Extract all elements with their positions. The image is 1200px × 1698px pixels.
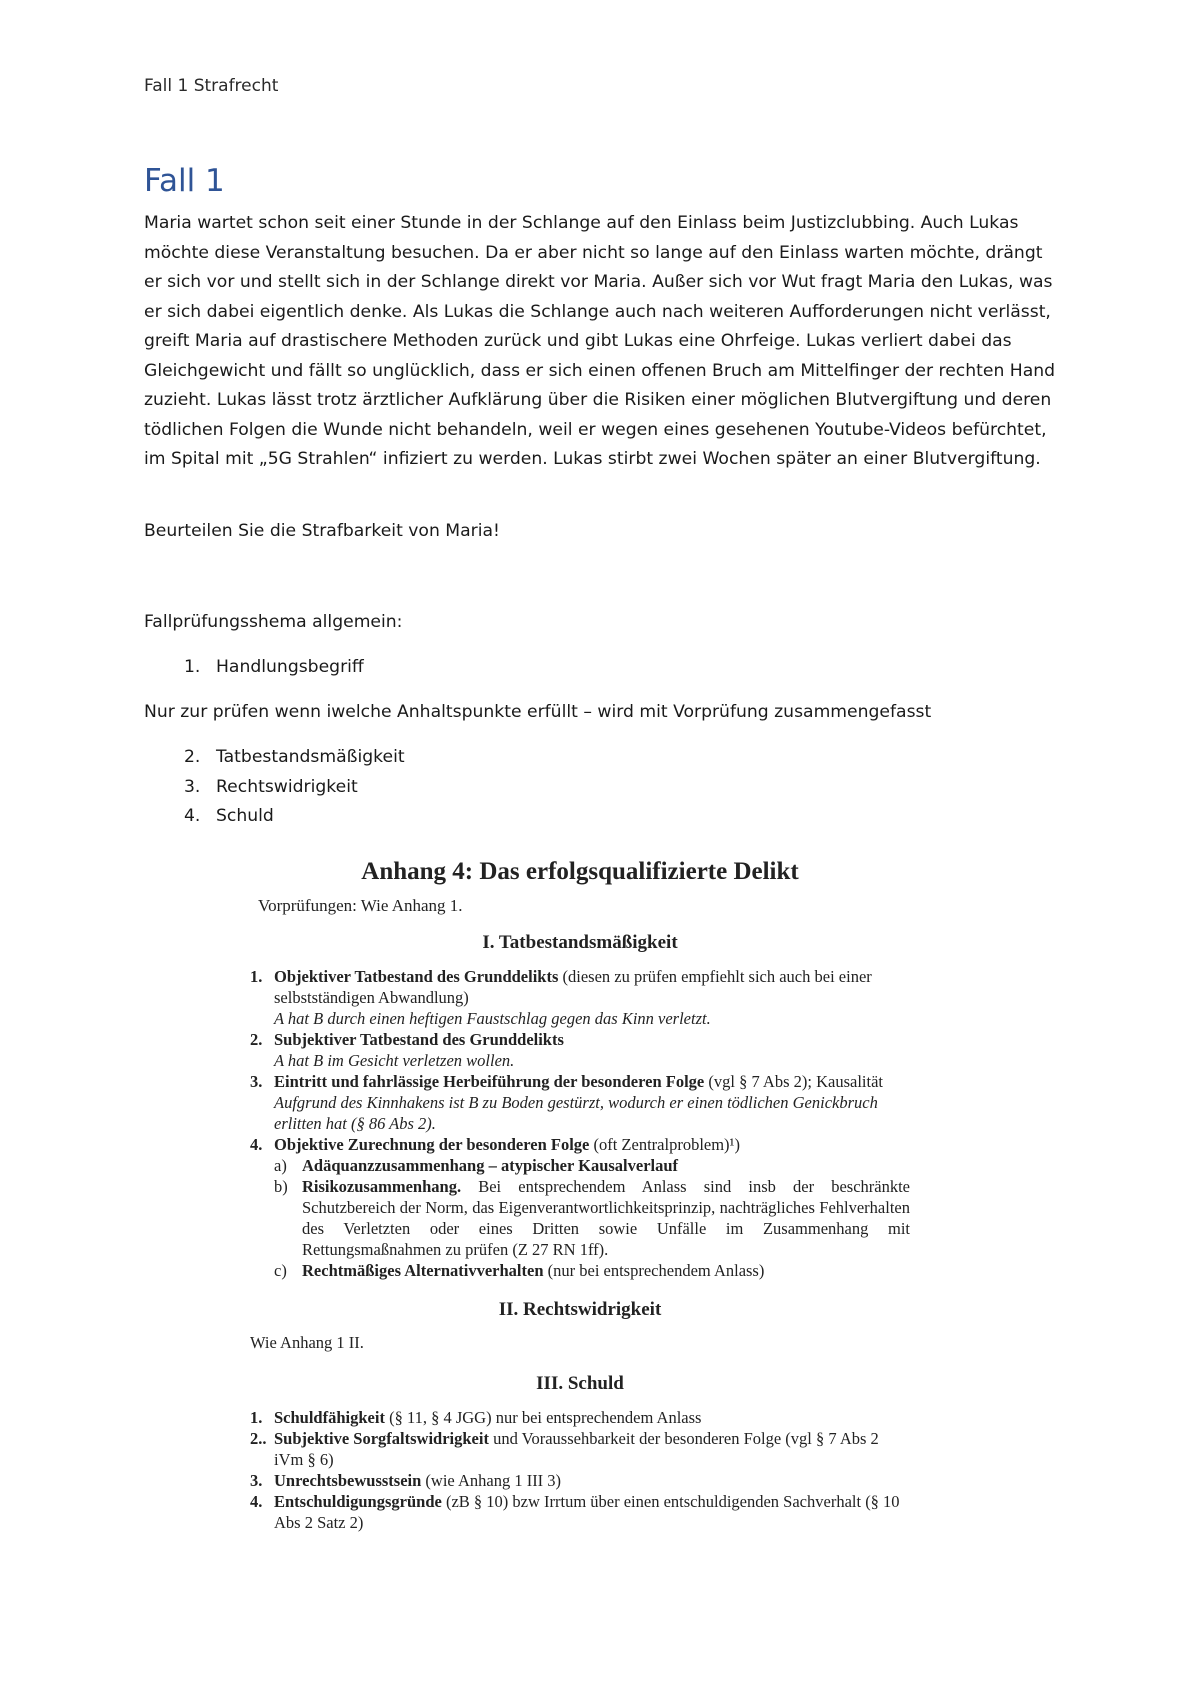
appendix-subitem: b) Risikozusammenhang. Bei entsprechendem Anlass sind insb der beschränkte Schutzbereich der Norm, das Eigenverantwortlichkeitsprinzip, nachträgliches Fehlverhalten des Verletzten oder eines Dritten sowie Unfälle im Zusammenhang mit Rettungsmaßnahmen zu prüfen (Z 27 RN 1ff).	[274, 1177, 910, 1259]
appendix-section-2-text: Wie Anhang 1 II.	[250, 1333, 364, 1352]
appendix-item: 4. Entschuldigungsgründe (zB § 10) bzw Irrtum über einen entschuldigenden Sachverhalt (§ 10 Abs 2 Satz 2)	[250, 1492, 900, 1532]
schema-list-rest	[144, 747, 405, 836]
case-description: Maria wartet schon seit einer Stunde in der Schlange auf den Einlass beim Justizclubbing. Auch Lukas möchte diese Veranstaltung besuchen. Da er aber nicht so lange auf den Einlass warten möchte, drängt er sich vor und stellt sich in der Schlange direkt vor Maria. Außer sich vor Wut fragt Maria den Lukas, was er sich dabei eigentlich denke. Als Lukas die Schlange auch nach weiteren Aufforderungen nicht verlässt, greift Maria auf drastischere Methoden zurück und gibt Lukas eine Ohrfeige. Lukas verliert dabei das Gleichgewicht und fällt so unglücklich, dass er sich einen offenen Bruch am Mittelfinger der rechten Hand zuzieht. Lukas lässt trotz ärztlicher Aufklärung über die Risiken einer möglichen Blutvergiftung und deren tödlichen Folgen die Wunde nicht behandeln, weil er wegen eines gesehenen Youtube-Videos befürchtet, im Spital mit „5G Strahlen“ infiziert zu werden. Lukas stirbt zwei Wochen später an einer Blutvergiftung.	[144, 213, 1056, 469]
schema-step: 1. Handlungsbegriff	[184, 657, 364, 677]
appendix-item: 4. Objektive Zurechnung der besonderen Folge (oft Zentralproblem)¹)	[250, 1135, 740, 1154]
appendix-item: 1. Schuldfähigkeit (§ 11, § 4 JGG) nur bei entsprechendem Anlass	[250, 1408, 702, 1427]
appendix-item: 1. Objektiver Tatbestand des Grunddelikts (diesen zu prüfen empfiehlt sich auch bei einer selbstständigen Abwandlung) A hat B durch einen heftigen Faustschlag gegen das Kinn verletzt.	[250, 967, 872, 1028]
schema-step: 3. Rechtswidrigkeit	[184, 776, 358, 797]
case-title: Fall 1	[144, 163, 225, 199]
schema-note: Nur zur prüfen wenn iwelche Anhaltspunkte erfüllt – wird mit Vorprüfung zusammengefasst	[144, 702, 932, 722]
appendix-subitem: c) Rechtmäßiges Alternativverhalten (nur bei entsprechendem Anlass)	[274, 1261, 765, 1280]
appendix-scan	[250, 858, 910, 1533]
schema-heading: Fallprüfungsshema allgemein:	[144, 612, 403, 632]
appendix-preliminary: Vorprüfungen: Wie Anhang 1.	[258, 896, 463, 915]
appendix-title: Anhang 4: Das erfolgsqualifizierte Delikt	[361, 858, 799, 885]
appendix-item: 3. Unrechtsbewusstsein (wie Anhang 1 III 3)	[250, 1471, 562, 1490]
schema-step: 2. Tatbestandsmäßigkeit	[184, 747, 405, 767]
running-header: Fall 1 Strafrecht	[144, 76, 279, 96]
schema-list-first	[144, 657, 364, 687]
appendix-subitem: a) Adäquanzzusammenhang – atypischer Kausalverlauf	[274, 1156, 679, 1175]
appendix-item: 3. Eintritt und fahrlässige Herbeiführung der besonderen Folge (vgl § 7 Abs 2); Kausalität Aufgrund des Kinnhakens ist B zu Boden gestürzt, wodurch er einen tödlichen Genickbruch erlitten hat (§ 86 Abs 2).	[250, 1072, 883, 1133]
appendix-item: 2. Subjektiver Tatbestand des Grunddelikts A hat B im Gesicht verletzen wollen.	[250, 1030, 564, 1070]
appendix-item: 2.. Subjektive Sorgfaltswidrigkeit und Voraussehbarkeit der besonderen Folge (vgl § 7 Abs 2 iVm § 6)	[250, 1429, 879, 1469]
appendix-section-1: I. Tatbestandsmäßigkeit	[482, 932, 678, 953]
appendix-section-2: II. Rechtswidrigkeit	[498, 1299, 662, 1320]
case-question: Beurteilen Sie die Strafbarkeit von Maria!	[144, 521, 500, 541]
appendix-section-3: III. Schuld	[536, 1373, 624, 1394]
schema-step: 4. Schuld	[184, 806, 274, 826]
